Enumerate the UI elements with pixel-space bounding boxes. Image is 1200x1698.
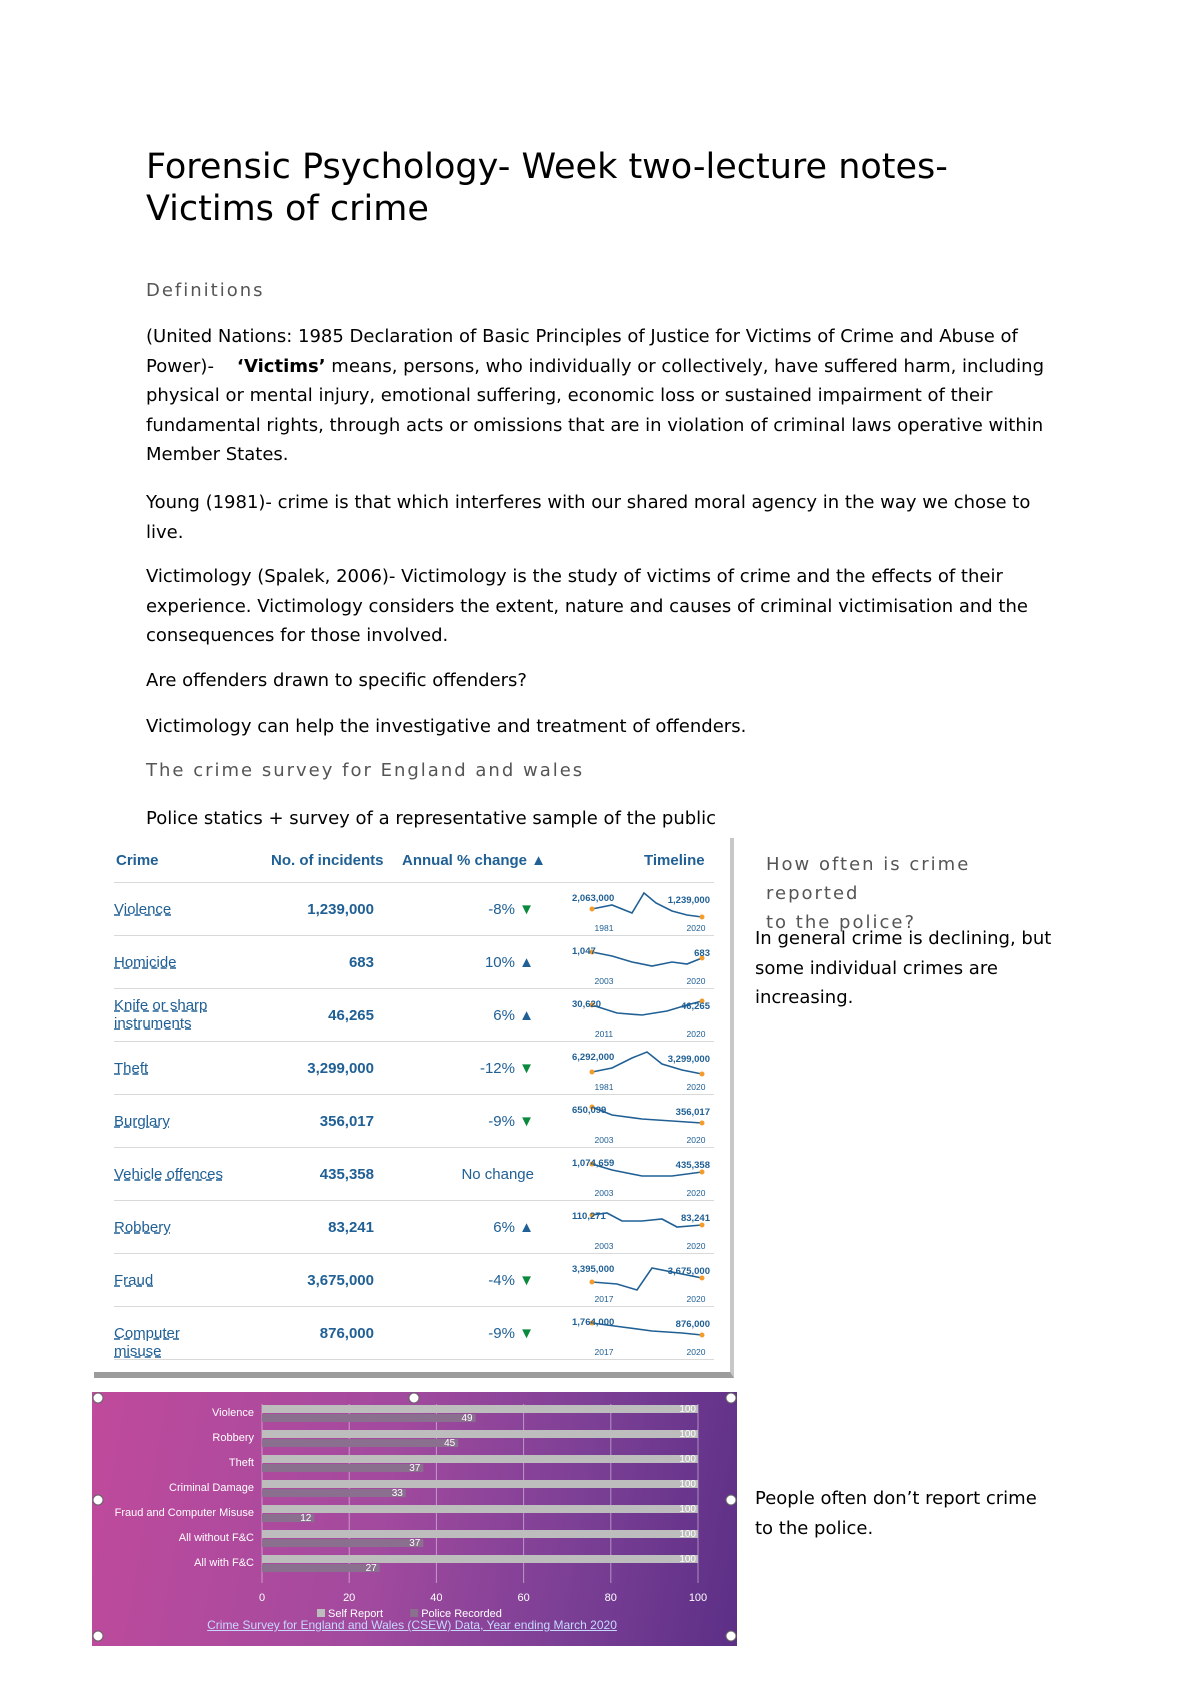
sparkline-end-dot: [700, 1072, 705, 1077]
incidents-value: 683: [348, 954, 374, 971]
selection-handle: [93, 1495, 103, 1505]
timeline-start-value: 3,395,000: [572, 1264, 615, 1275]
timeline-start-year: 2011: [594, 1029, 614, 1039]
bar-chart-svg: [92, 1392, 737, 1646]
change-value: 6%: [493, 1219, 520, 1236]
timeline-sparkline: [554, 1256, 714, 1306]
legend-label: Self Report: [328, 1608, 384, 1620]
sparkline-start-dot: [590, 907, 595, 912]
police-recorded-bar: [262, 1539, 423, 1547]
change-value: 10%: [484, 954, 520, 971]
x-tick-label: 20: [343, 1592, 356, 1604]
timeline-start-value: 6,292,000: [572, 1052, 615, 1063]
timeline-end-year: 2020: [686, 1347, 706, 1357]
table-row: [114, 1200, 714, 1254]
change-value: -9%: [488, 1113, 520, 1130]
self-report-value: 100: [679, 1454, 696, 1465]
title-line-2: Victims of crime: [146, 189, 429, 229]
timeline-end-year: 2020: [686, 923, 706, 933]
side-bottom-text: [755, 1484, 1075, 1543]
annual-change: [493, 1007, 534, 1024]
sparkline-start-dot: [590, 1070, 595, 1075]
timeline-start-year: 2003: [594, 976, 614, 986]
selection-handle: [726, 1495, 736, 1505]
crime-link[interactable]: Knife or sharp instruments: [114, 997, 208, 1032]
sparkline-start-dot: [590, 1280, 595, 1285]
definitions-heading: Definitions: [146, 280, 265, 301]
timeline-start-value: 1,764,000: [572, 1317, 615, 1328]
police-recorded-bar: [262, 1439, 458, 1447]
crime-link[interactable]: Fraud: [114, 1272, 154, 1289]
self-report-value: 100: [679, 1554, 696, 1565]
timeline-end-value: 876,000: [675, 1319, 710, 1330]
un-line-5: Member States.: [146, 444, 289, 465]
crime-link[interactable]: Vehicle offences: [114, 1166, 223, 1183]
timeline-end-value: 83,241: [680, 1213, 710, 1224]
annual-change: [488, 1325, 534, 1342]
offenders-question: Are offenders drawn to specific offenders?: [146, 670, 527, 691]
incidents-value: 876,000: [319, 1325, 374, 1342]
x-tick-label: 60: [517, 1592, 530, 1604]
timeline-end-value: 435,358: [675, 1160, 710, 1171]
timeline-end-value: 3,675,000: [667, 1266, 710, 1277]
timeline-sparkline: [554, 1203, 714, 1253]
category-label: Fraud and Computer Misuse: [114, 1507, 254, 1519]
survey-heading: The crime survey for England and wales: [146, 760, 585, 781]
sparkline-end-dot: [700, 1333, 705, 1338]
annual-change: [485, 954, 534, 971]
sparkline-end-dot: [700, 1121, 705, 1126]
change-value: -12%: [479, 1060, 520, 1077]
category-label: Violence: [212, 1407, 254, 1419]
crime-link[interactable]: Homicide: [114, 954, 177, 971]
police-recorded-value: 33: [391, 1488, 403, 1499]
crime-link[interactable]: Theft: [114, 1060, 149, 1077]
down-arrow-icon: ▼: [519, 1325, 534, 1342]
category-label: Criminal Damage: [169, 1482, 254, 1494]
incidents-value: 83,241: [328, 1219, 374, 1236]
timeline-end-year: 2020: [686, 1241, 706, 1251]
timeline-start-year: 1981: [594, 923, 614, 933]
header-timeline: Timeline: [644, 852, 705, 869]
un-line-3: physical or mental injury, emotional suffering, economic loss or sustained impairment of their: [146, 385, 993, 406]
police-recorded-value: 37: [409, 1463, 421, 1474]
timeline-start-year: 2003: [594, 1188, 614, 1198]
timeline-sparkline: [554, 991, 714, 1041]
victimology-line-3: consequences for those involved.: [146, 625, 449, 646]
timeline-end-year: 2020: [686, 1188, 706, 1198]
timeline-start-year: 2003: [594, 1241, 614, 1251]
table-row: [114, 1041, 714, 1095]
crime-link[interactable]: Violence: [114, 901, 172, 918]
police-recorded-value: 37: [409, 1538, 421, 1549]
crime-link[interactable]: Robbery: [114, 1219, 171, 1236]
incidents-value: 3,675,000: [307, 1272, 374, 1289]
timeline-sparkline: [554, 938, 714, 988]
un-line-1: (United Nations: 1985 Declaration of Basic Principles of Justice for Victims of Crime and Abuse of: [146, 326, 1018, 347]
police-recorded-bar: [262, 1414, 476, 1422]
un-line-2c: means, persons, who individually or collectively, have suffered harm, including: [325, 355, 1045, 377]
victims-term: ‘Victims’: [236, 355, 326, 377]
side-heading-line-2: to the police?: [766, 912, 917, 933]
incidents-value: 356,017: [319, 1113, 374, 1130]
table-row: [114, 988, 714, 1042]
young-definition: [146, 488, 1058, 547]
un-line-4: fundamental rights, through acts or omissions that are in violation of criminal laws operative within: [146, 414, 1044, 436]
change-value: -4%: [488, 1272, 520, 1289]
un-line-2a: Power)-: [146, 355, 214, 377]
self-report-bar: [262, 1405, 698, 1413]
x-tick-label: 0: [258, 1592, 266, 1604]
selection-handle: [726, 1393, 736, 1403]
timeline-start-year: 2003: [594, 1135, 614, 1145]
timeline-end-value: 683: [694, 948, 710, 959]
header-incidents: No. of incidents: [271, 852, 384, 869]
self-report-value: 100: [679, 1479, 696, 1490]
category-label: All without F&C: [178, 1532, 254, 1544]
incidents-value: 1,239,000: [307, 901, 374, 918]
police-recorded-bar: [262, 1564, 380, 1572]
incidents-value: 3,299,000: [307, 1060, 374, 1077]
annual-change: [488, 901, 534, 918]
self-report-bar: [262, 1505, 698, 1513]
header-crime: Crime: [116, 852, 159, 869]
victimology-line-1: Victimology (Spalek, 2006)- Victimology is the study of victims of crime and the effects of their: [146, 566, 1003, 587]
change-value: 6%: [493, 1007, 520, 1024]
self-report-value: 100: [679, 1504, 696, 1515]
self-report-bar: [262, 1480, 698, 1488]
crime-link[interactable]: Burglary: [114, 1113, 170, 1130]
self-report-value: 100: [679, 1404, 696, 1415]
timeline-start-year: 2017: [594, 1294, 614, 1304]
selection-handle: [409, 1393, 419, 1403]
police-recorded-bar: [262, 1489, 406, 1497]
up-arrow-icon: ▲: [519, 1219, 534, 1236]
table-row: [114, 1253, 714, 1307]
timeline-start-value: 110,271: [572, 1211, 606, 1222]
timeline-sparkline: [554, 885, 714, 935]
timeline-start-value: 650,099: [572, 1105, 607, 1116]
timeline-end-year: 2020: [686, 1294, 706, 1304]
timeline-sparkline: [554, 1097, 714, 1147]
timeline-end-year: 2020: [686, 976, 706, 986]
x-tick-label: 80: [604, 1592, 617, 1604]
change-value: -9%: [488, 1325, 520, 1342]
page-title: [146, 146, 1046, 230]
victimology-definition: [146, 562, 1058, 651]
sparkline-end-dot: [700, 915, 705, 920]
self-report-bar: [262, 1455, 698, 1463]
victimology-line-2: experience. Victimology considers the extent, nature and causes of criminal victimisation and the: [146, 595, 1028, 617]
x-tick-label: 100: [688, 1592, 708, 1604]
timeline-sparkline: [554, 1309, 714, 1359]
incidents-value: 435,358: [319, 1166, 374, 1183]
side-text-line-2: some individual crimes are: [755, 957, 998, 979]
self-report-bar: [262, 1430, 698, 1438]
side-bottom-line-1: People often don’t report crime: [755, 1488, 1037, 1509]
legend-swatch: [410, 1609, 418, 1617]
down-arrow-icon: ▼: [519, 901, 534, 918]
selection-handle: [726, 1631, 736, 1641]
incidents-value: 46,265: [328, 1007, 374, 1024]
category-label: Robbery: [212, 1432, 254, 1444]
category-label: Theft: [228, 1457, 254, 1469]
police-recorded-value: 49: [461, 1413, 473, 1424]
timeline-start-value: 1,074,659: [572, 1158, 615, 1169]
up-arrow-icon: ▲: [519, 1007, 534, 1024]
table-row: [114, 935, 714, 989]
young-line-1: Young (1981)- crime is that which interferes with our shared moral agency in the way we chose to: [146, 492, 1031, 513]
timeline-end-value: 356,017: [675, 1107, 710, 1118]
up-arrow-icon: ▲: [519, 954, 534, 971]
annual-change: [488, 1272, 534, 1289]
legend-swatch: [317, 1609, 325, 1617]
timeline-end-value: 1,239,000: [667, 895, 710, 906]
timeline-end-value: 46,265: [680, 1001, 710, 1012]
timeline-start-value: 1,047: [572, 946, 596, 957]
side-text: [755, 924, 1075, 1013]
annual-change: [488, 1113, 534, 1130]
survey-text: Police statics + survey of a representative sample of the public: [146, 808, 717, 829]
table-row: [114, 1094, 714, 1148]
annual-change: [480, 1060, 534, 1077]
selection-handle: [93, 1393, 103, 1403]
annual-change: [493, 1219, 534, 1236]
down-arrow-icon: ▼: [519, 1272, 534, 1289]
timeline-start-value: 30,620: [572, 999, 602, 1010]
timeline-end-year: 2020: [686, 1135, 706, 1145]
timeline-sparkline: [554, 1044, 714, 1094]
side-heading-line-1: How often is crime reported: [766, 854, 971, 904]
police-recorded-value: 27: [365, 1563, 377, 1574]
table-row: [114, 1306, 714, 1360]
police-recorded-value: 45: [444, 1438, 456, 1449]
self-report-value: 100: [679, 1429, 696, 1440]
legend-label: Police Recorded: [421, 1608, 502, 1620]
timeline-end-year: 2020: [686, 1029, 706, 1039]
young-line-2: live.: [146, 521, 184, 543]
table-row: [114, 882, 714, 936]
down-arrow-icon: ▼: [519, 1113, 534, 1130]
change-value: -8%: [488, 901, 520, 918]
police-recorded-bar: [262, 1464, 423, 1472]
police-recorded-value: 12: [300, 1513, 312, 1524]
category-label: All with F&C: [194, 1557, 254, 1569]
header-annual-change[interactable]: Annual % change ▲: [402, 852, 547, 869]
table-bottom-rule: [114, 1359, 714, 1361]
un-definition: [146, 322, 1058, 470]
x-tick-label: 40: [430, 1592, 443, 1604]
victimology-help: Victimology can help the investigative and treatment of offenders.: [146, 716, 747, 737]
self-report-value: 100: [679, 1529, 696, 1540]
sparkline-path: [592, 952, 702, 966]
crime-statistics-table: [94, 838, 734, 1378]
down-arrow-icon: ▼: [519, 1060, 534, 1077]
selection-handle: [93, 1631, 103, 1641]
timeline-sparkline: [554, 1150, 714, 1200]
self-report-bar: [262, 1530, 698, 1538]
side-text-line-3: increasing.: [755, 987, 854, 1008]
timeline-start-year: 2017: [594, 1347, 614, 1357]
chart-source-link[interactable]: Crime Survey for England and Wales (CSEW) Data, Year ending March 2020: [207, 1618, 617, 1632]
timeline-start-year: 1981: [594, 1082, 614, 1092]
reporting-bar-chart: [92, 1392, 737, 1646]
title-line-1: Forensic Psychology- Week two-lecture notes-: [146, 147, 948, 187]
side-bottom-line-2: to the police.: [755, 1517, 874, 1539]
timeline-end-value: 3,299,000: [667, 1054, 710, 1065]
crime-link[interactable]: Computer misuse: [114, 1325, 180, 1360]
self-report-bar: [262, 1555, 698, 1563]
timeline-end-year: 2020: [686, 1082, 706, 1092]
annual-change: No change: [461, 1166, 534, 1183]
side-text-line-1: In general crime is declining, but: [755, 928, 1052, 949]
timeline-start-value: 2,063,000: [572, 893, 615, 904]
table-row: [114, 1147, 714, 1201]
